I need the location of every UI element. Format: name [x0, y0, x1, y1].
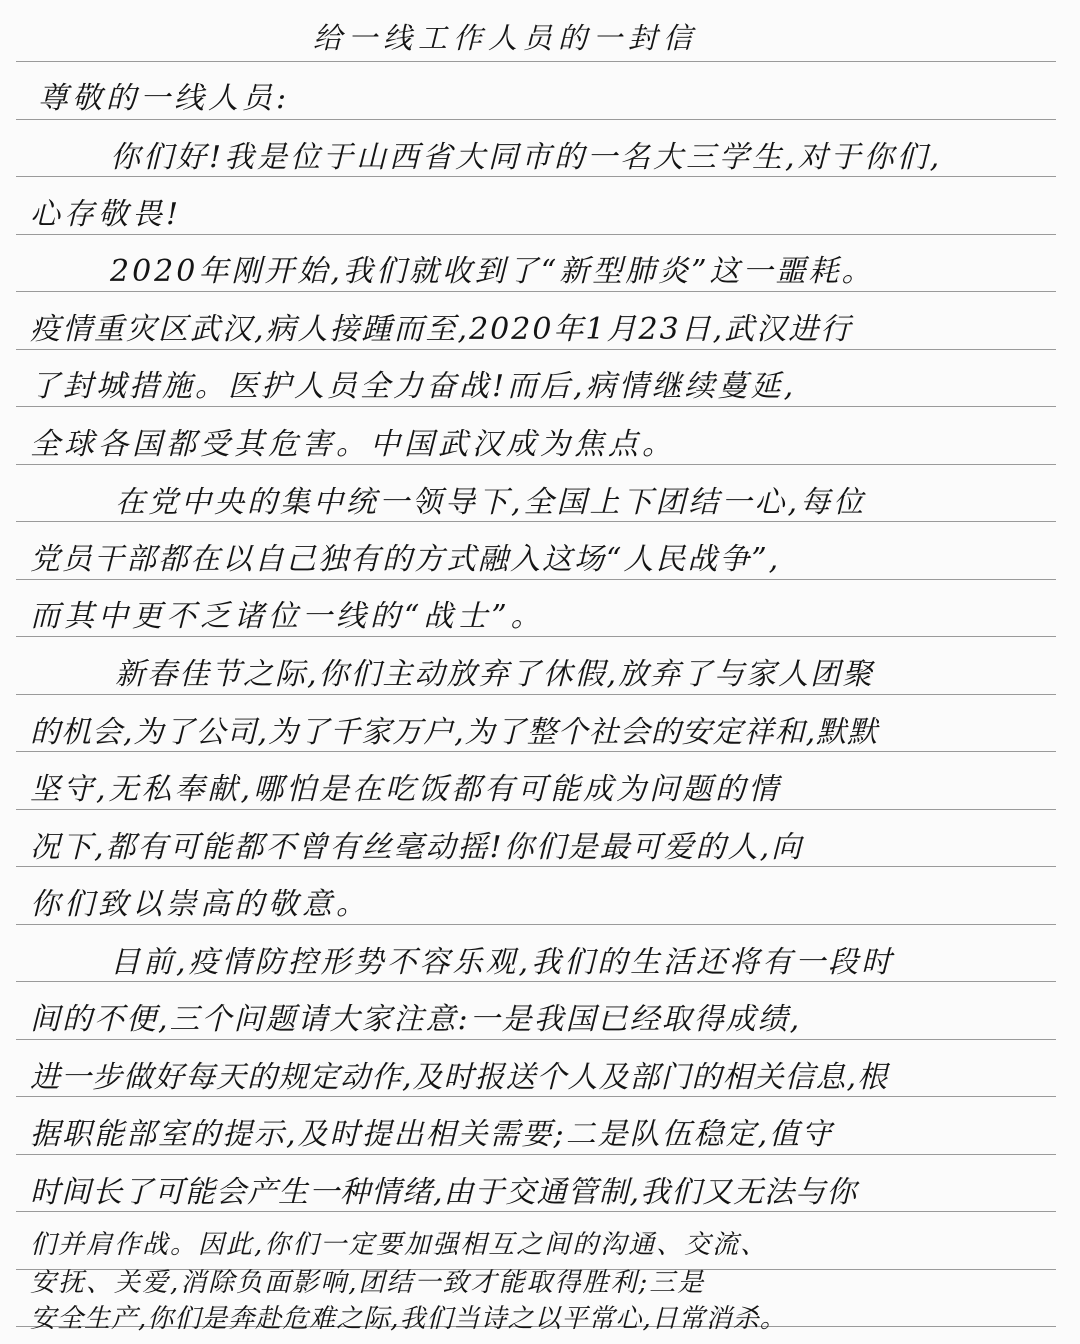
letter-line: 安全生产,你们是奔赴危难之际,我们当诗之以平常心,日常消杀。: [30, 1304, 787, 1334]
ruled-line: [16, 349, 1056, 350]
letter-line: 心存敬畏!: [30, 197, 183, 232]
letter-line: 在党中央的集中统一领导下,全国上下团结一心,每位: [115, 485, 867, 520]
ruled-line: [16, 809, 1056, 810]
letter-title: 给一线工作人员的一封信: [313, 21, 699, 55]
ruled-line: [16, 1211, 1056, 1212]
letter-line: 坚守,无私奉献,哪怕是在吃饭都有可能成为问题的情: [30, 772, 782, 807]
letter-line: 全球各国都受其危害。中国武汉成为焦点。: [30, 427, 676, 462]
letter-line: 据职能部室的提示,及时提出相关需要;二是队伍稳定,值守: [30, 1117, 834, 1152]
ruled-line: [16, 1039, 1056, 1040]
letter-line: 们并肩作战。因此,你们一定要加强相互之间的沟通、交流、: [30, 1230, 769, 1260]
ruled-line: [16, 291, 1056, 292]
ruled-line: [16, 61, 1056, 62]
ruled-line: [16, 119, 1056, 120]
ruled-line: [16, 234, 1056, 235]
letter-line: 进一步做好每天的规定动作,及时报送个人及部门的相关信息,根: [30, 1060, 889, 1095]
letter-line: 疫情重灾区武汉,病人接踵而至,2020年1月23日,武汉进行: [30, 312, 853, 347]
letter-line: 你们好!我是位于山西省大同市的一名大三学生,对于你们,: [110, 140, 943, 175]
ruled-line: [16, 521, 1056, 522]
letter-line: 而其中更不乏诸位一线的“战士”。: [30, 599, 545, 634]
ruled-line: [16, 579, 1056, 580]
letter-line: 况下,都有可能都不曾有丝毫动摇!你们是最可爱的人,向: [30, 830, 804, 865]
ruled-line: [16, 751, 1056, 752]
letter-salutation: 尊敬的一线人员:: [38, 81, 291, 116]
ruled-line: [16, 981, 1056, 982]
letter-line: 你们致以崇高的敬意。: [30, 887, 370, 922]
ruled-line: [16, 636, 1056, 637]
ruled-line: [16, 176, 1056, 177]
letter-line: 时间长了可能会产生一种情绪,由于交通管制,我们又无法与你: [30, 1175, 858, 1210]
ruled-line: [16, 694, 1056, 695]
ruled-line: [16, 1096, 1056, 1097]
letter-line: 间的不便,三个问题请大家注意:一是我国已经取得成绩,: [30, 1002, 802, 1037]
letter-line: 2020年刚开始,我们就收到了“新型肺炎”这一噩耗。: [110, 254, 875, 289]
letter-line: 了封城措施。医护人员全力奋战!而后,病情继续蔓延,: [30, 369, 797, 404]
ruled-line: [16, 406, 1056, 407]
ruled-line: [16, 464, 1056, 465]
ruled-line: [16, 866, 1056, 867]
letter-line: 目前,疫情防控形势不容乐观,我们的生活还将有一段时: [110, 945, 895, 980]
ruled-line: [16, 1154, 1056, 1155]
letter-line: 安抚、关爱,消除负面影响,团结一致才能取得胜利;三是: [30, 1268, 706, 1298]
letter-line: 党员干部都在以自己独有的方式融入这场“人民战争”,: [30, 542, 781, 577]
ruled-line: [16, 924, 1056, 925]
letter-line: 的机会,为了公司,为了千家万户,为了整个社会的安定祥和,默默: [30, 715, 879, 750]
letter-line: 新春佳节之际,你们主动放弃了休假,放弃了与家人团聚: [115, 657, 875, 692]
